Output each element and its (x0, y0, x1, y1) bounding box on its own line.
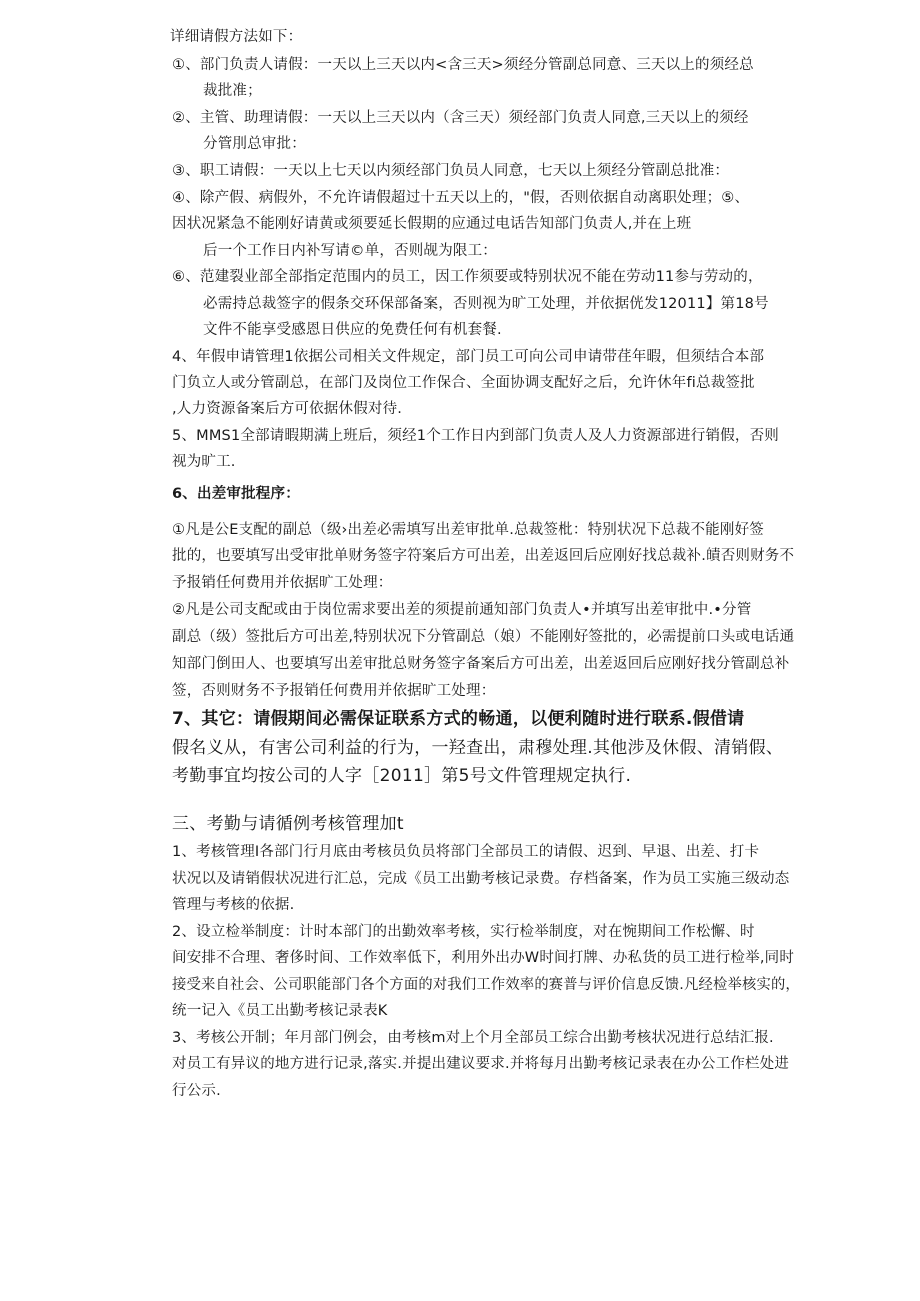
text-line: 予报销任何费用并依据旷工处理： (172, 575, 393, 591)
text-line: 对员工有异议的地方进行记录,落实.并提出建议要求.并将每月出勤考核记录表在办公工作栏处进 (172, 1056, 790, 1072)
text-line: 副总（级）签批后方可出差,特别状况下分管副总（娘）不能刚好签批的，必需提前口头或电话通 (172, 629, 795, 645)
text-line: 4、年假申请管理1依据公司相关文件规定，部门员工可向公司申请带荏年暇，但须结合本部 (172, 349, 765, 365)
text-line: ②凡是公司支配或由于岗位需求要出差的须提前通知部门负责人•并填写出差审批中.•分管 (172, 602, 752, 618)
text-line: 签，否则财务不予报销任何费用并依据旷工处理： (172, 683, 496, 699)
text-line: 必需持总裁签字的假条交环保部备案，否则视为旷工处理，并依据侊发12011】第18号 (203, 296, 769, 312)
section-heading: 三、考勤与请循例考核管理加t (172, 814, 404, 834)
text-line: 因状况紧急不能刚好请黄或须要延长假期的应通过电话告知部门负责人,并在上班 (172, 216, 692, 232)
text-line: ②、主管、助理请假：一天以上三天以内（含三天）须经部门负责人同意,三天以上的须经 (172, 110, 749, 126)
text-line: 统一记入《员工出勤考核记录表K (172, 1003, 388, 1019)
text-line: 5、MMS1全部请暇期满上班后，须经1个工作日内到部门负责人及人力资源部进行销假，否则 (172, 428, 779, 444)
text-line: 管理与考核的依据. (172, 897, 295, 913)
text-line: 间安排不合理、奢侈时间、工作效率低下，利用外出办W时间打牌、办私货的员工进行检举,同时 (172, 950, 795, 966)
section-heading: 6、出差审批程序： (172, 486, 300, 502)
text-line: 2、设立检举制度：计时本部门的出勤效率考核，实行检举制度，对在惋期间工作松懈、时 (172, 924, 755, 940)
text-line: ①、部门负责人请假：一天以上三天以内<含三天>须经分管副总同意、三天以上的须经总 (172, 57, 754, 73)
text-line: 接受来自社会、公司职能部门各个方面的对我们工作效率的赛普与评价信息反馈.凡经检举核实的， (172, 977, 800, 993)
text-line: 知部门倒田人、也要填写出差审批总财务签字备案后方可出差，出差返回后应刚好找分管副总补 (172, 656, 790, 672)
text-line: ①凡是公E支配的副总（级›出差必需填写出差审批单.总裁签枇：特别状况下总裁不能刚好签 (172, 522, 764, 538)
text-line: ③、职工请假：一天以上七天以内须经部门负员人同意，七天以上须经分管副总批准： (172, 163, 730, 179)
text-line-large: 假名义从，有害公司利益的行为，一羟查出，肃穆处理.其他涉及休假、清销假、 (172, 738, 784, 758)
text-line: 1、考核管理I各部门行月底由考核员负员将部门全部员工的请假、迟到、早退、出差、打卡 (172, 844, 760, 860)
text-line: 文件不能享受感恩日供应的免费任何有机套餐. (203, 322, 502, 338)
text-line: 批的，也要填写出受审批单财务签字符案后方可出差，出差返回后应刚好找总裁补.皟否则财务不 (172, 548, 795, 564)
text-line: 行公示. (172, 1083, 221, 1099)
text-line-large: 考勤事宜均按公司的人字［2011］第5号文件管理规定执行. (172, 766, 632, 786)
text-line: 分管刖总审批： (203, 136, 306, 152)
text-line: 门负立人或分管副总，在部门及岗位工作保合、全面协调支配好之后，允许休年fi总裁签批 (172, 375, 755, 391)
text-line: 裁批准； (203, 83, 262, 99)
text-line: 详细请假方法如下： (170, 29, 303, 45)
text-line: 后一个工作日内补写请©单，否则觇为限工： (203, 243, 497, 259)
text-line: 视为旷工. (172, 454, 236, 470)
text-line: 3、考核公开制；年月部门例会，由考核m对上个月全部员工综合出勤考核状况进行总结汇报. (172, 1030, 774, 1046)
text-line-large: 7、其它：请假期间必需保证联系方式的畅通，以便利随时进行联系.假借请 (172, 709, 745, 729)
text-line: ,人力资源备案后方可依据休假对待. (172, 401, 403, 417)
text-line: ④、除产假、病假外，不允许请假超过十五天以上的，"假，否则依据自动离职处理；⑤、 (172, 190, 750, 206)
text-line: 状况以及请销假状况进行汇总，完成《员工出勤考核记录费。存档备案，作为员工实施三级动态 (172, 871, 790, 887)
text-line: ⑥、范建裂业部全部指定范围内的员工，因工作须要或特别状况不能在劳动11参与劳动的， (172, 269, 763, 285)
